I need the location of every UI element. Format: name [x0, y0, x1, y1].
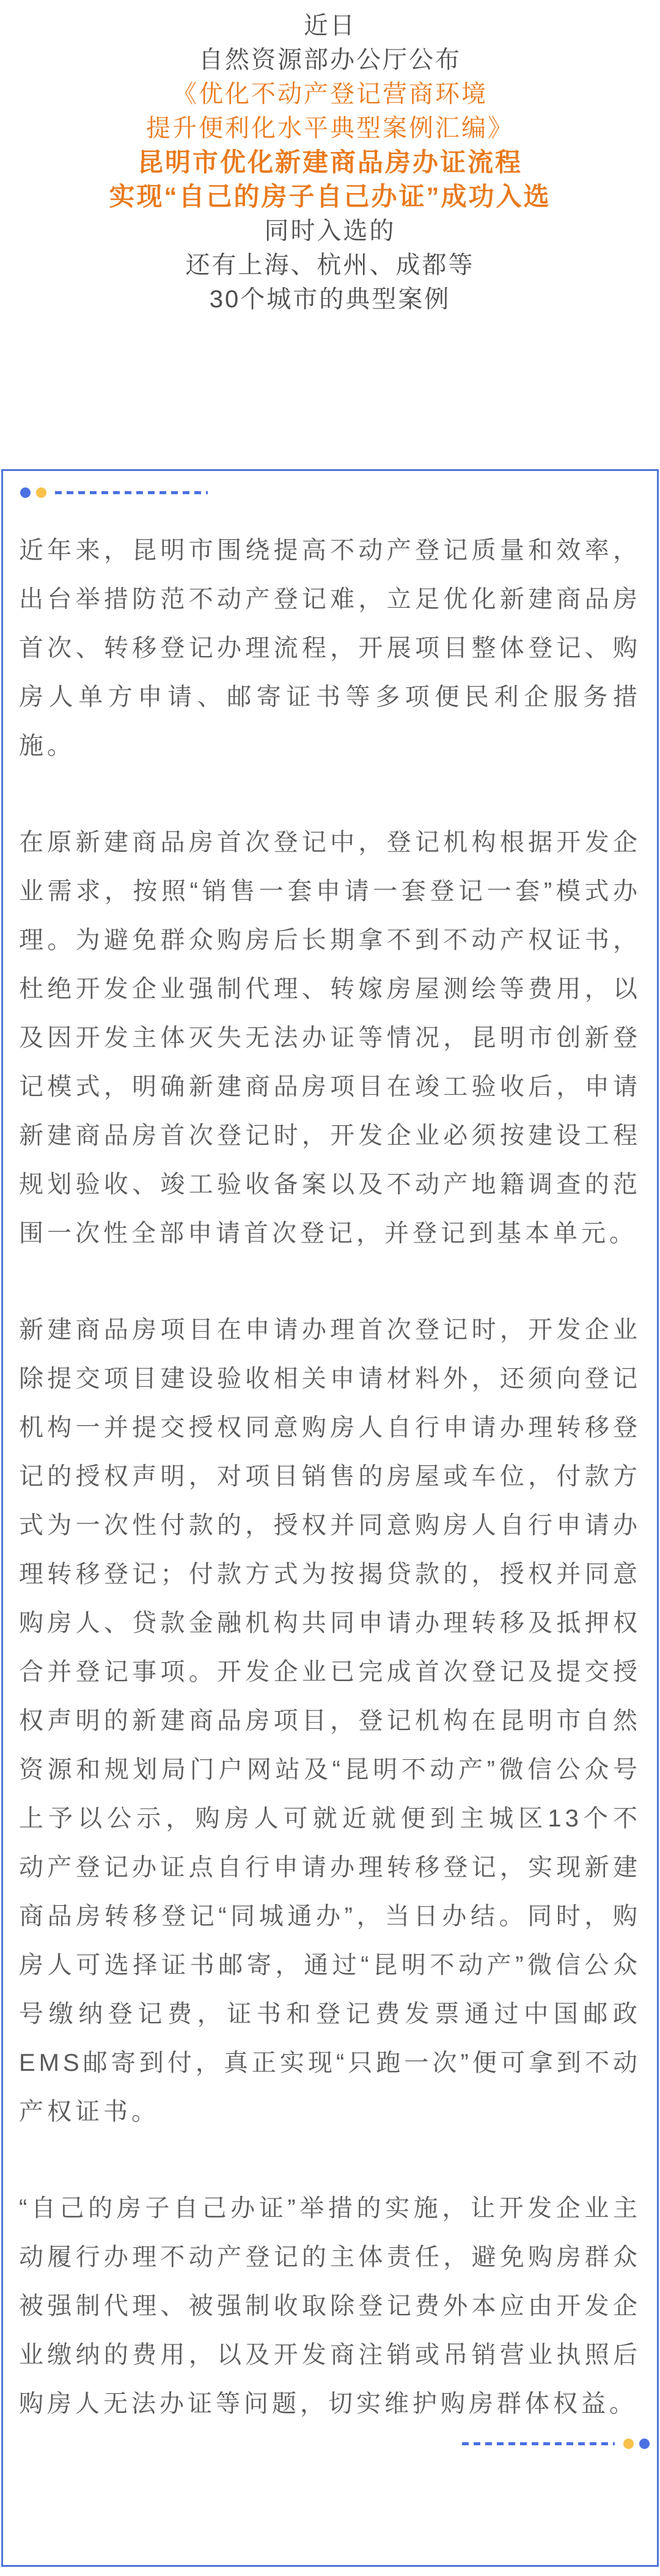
yellow-dot-icon: [623, 2439, 634, 2449]
top-decoration: [20, 487, 641, 498]
article-paragraph: 新建商品房项目在申请办理首次登记时，开发企业除提交项目建设验收相关申请材料外，还须向登记机构一并提交授权同意购房人自行申请办理转移登记的授权声明，对项目销售的房屋或车位，付款方式为一次性付款的，授权并同意购房人自行申请办理转移登记；付款方式为按揭贷款的，授权并同意购房人、贷款金融机构共同申请办理转移及抵押权合并登记事项。开发企业已完成首次登记及提交授权声明的新建商品房项目，登记机构在昆明市自然资源和规划局门户网站及“昆明不动产”微信公众号上予以公示，购房人可就近就便到主城区13个不动产登记办证点自行申请办理转移登记，实现新建商品房转移登记“同城通办”，当日办结。同时，购房人可选择证书邮寄，通过“昆明不动产”微信公众号缴纳登记费，证书和登记费发票通过中国邮政EMS邮寄到付，真正实现“只跑一次”便可拿到不动产权证书。: [19, 1316, 641, 2125]
header-line: 昆明市优化新建商品房办证流程: [137, 148, 522, 177]
blue-dot-icon: [20, 487, 31, 498]
header-line: 提升便利化水平典型案例汇编》: [146, 115, 514, 142]
header-line: 近日: [304, 12, 356, 39]
header-line: 还有上海、杭州、成都等: [185, 252, 475, 279]
article-card: [1, 469, 659, 2567]
blue-dot-icon: [639, 2439, 650, 2449]
bottom-decoration: [19, 2438, 650, 2449]
header-line: 自然资源部办公厅公布: [199, 46, 461, 73]
article-body: [19, 526, 641, 2428]
header-line: 同时入选的: [264, 217, 396, 244]
article-paragraph: 近年来，昆明市围绕提高不动产登记质量和效率，出台举措防范不动产登记难，立足优化新建商品房首次、转移登记办理流程，开展项目整体登记、购房人单方申请、邮寄证书等多项便民利企服务措施。: [19, 537, 641, 759]
header-line: 《优化不动产登记营商环境: [172, 81, 488, 108]
article-paragraph: 在原新建商品房首次登记中，登记机构根据开发企业需求，按照“销售一套申请一套登记一套”模式办理。为避免群众购房后长期拿不到不动产权证书，杜绝开发企业强制代理、转嫁房屋测绘等费用，以及因开发主体灭失无法办证等情况，昆明市创新登记模式，明确新建商品房项目在竣工验收后，申请新建商品房首次登记时，开发企业必须按建设工程规划验收、竣工验收备案以及不动产地籍调查的范围一次性全部申请首次登记，并登记到基本单元。: [19, 829, 641, 1247]
yellow-dot-icon: [36, 487, 46, 498]
header-line: 30个城市的典型案例: [209, 286, 451, 313]
header-line: 实现“自己的房子自己办证”成功入选: [109, 182, 551, 211]
intro-section: [0, 0, 660, 316]
dashed-line-icon: [55, 491, 208, 494]
article-paragraph: “自己的房子自己办证”举措的实施，让开发企业主动履行办理不动产登记的主体责任，避免购房群众被强制代理、被强制收取除登记费外本应由开发企业缴纳的费用，以及开发商注销或吊销营业执照后购房人无法办证等问题，切实维护购房群体权益。: [19, 2195, 641, 2417]
dashed-line-icon: [462, 2442, 615, 2445]
